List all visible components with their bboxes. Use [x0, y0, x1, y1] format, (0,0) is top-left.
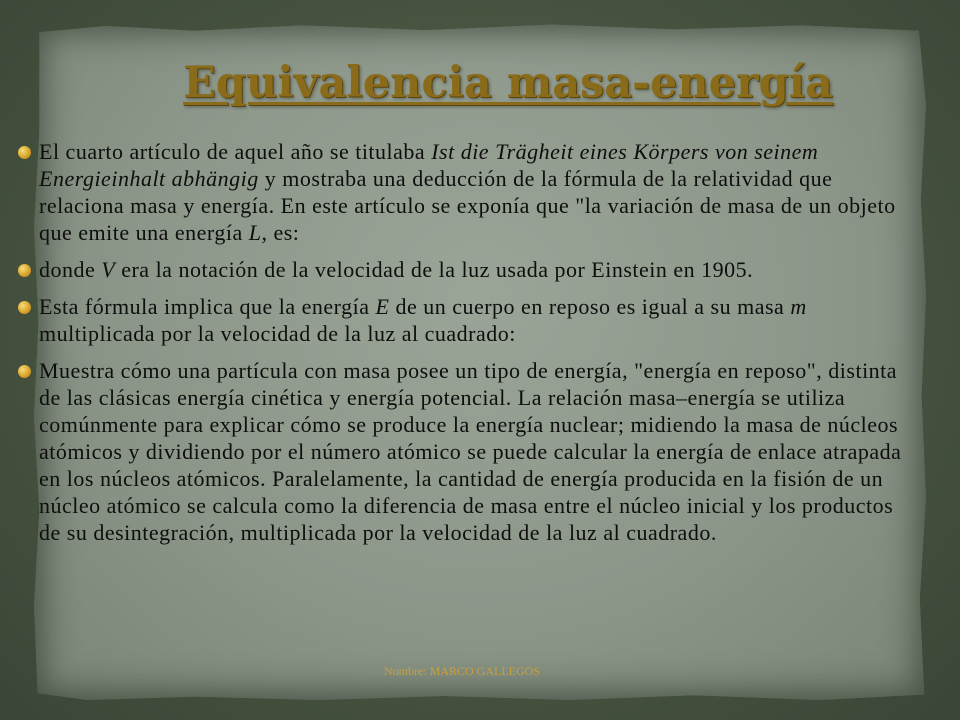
bullet-text: de un cuerpo en reposo es igual a su masa [389, 294, 791, 319]
bullet-list [14, 138, 919, 556]
bullet-text-italic: m [790, 294, 807, 319]
bullet-text: El cuarto artículo de aquel año se titulaba [39, 139, 432, 164]
bullet-item [14, 256, 919, 283]
bullet-dot-icon [18, 365, 31, 378]
bullet-text-italic: L [248, 220, 262, 245]
bullet-text-italic: E [375, 294, 390, 319]
bullet-item [14, 357, 919, 546]
bullet-text: , es: [261, 220, 300, 245]
bullet-item [14, 138, 919, 246]
bullet-text: multiplicada por la velocidad de la luz al cuadrado: [39, 321, 516, 346]
bullet-dot-icon [18, 146, 31, 159]
bullet-text: era la notación de la velocidad de la luz usada por Einstein en 1905. [115, 257, 754, 282]
bullet-text: donde [39, 257, 102, 282]
bullet-text: y mostraba una deducción de la fórmula de la relatividad que relaciona masa y energía. En este artículo se exponía que "la variación de masa de un objeto que emite una energía [39, 166, 896, 245]
bullet-text: Esta fórmula implica que la energía [39, 294, 376, 319]
slide-title-container [0, 58, 960, 108]
bullet-text: Muestra cómo una partícula con masa posee un tipo de energía, "energía en reposo", distinta de las clásicas energía cinética y energía potencial. La relación masa–energía se utiliza comúnmente para explicar cómo se produce la energía nuclear; midiendo la masa de núcleos atómicos y dividiendo por el número atómico se puede calcular la energía de enlace atrapada en los núcleos atómicos. Paralelamente, la cantidad de energía producida en la fisión de un núcleo atómico se calcula como la diferencia de masa entre el núcleo inicial y los productos de su desintegración, multiplicada por la velocidad de la luz al cuadrado. [39, 358, 902, 545]
bullet-text-italic: Ist die Trägheit eines Körpers von seinem Energieinhalt abhängig [39, 139, 819, 191]
bullet-item [14, 293, 919, 347]
bullet-dot-icon [18, 301, 31, 314]
footer-author: Nombre: MARCO GALLEGOS [384, 664, 540, 678]
bullet-text-italic: V [101, 257, 116, 282]
bullet-dot-icon [18, 264, 31, 277]
slide-title: Equivalencia masa-energía [183, 58, 833, 108]
